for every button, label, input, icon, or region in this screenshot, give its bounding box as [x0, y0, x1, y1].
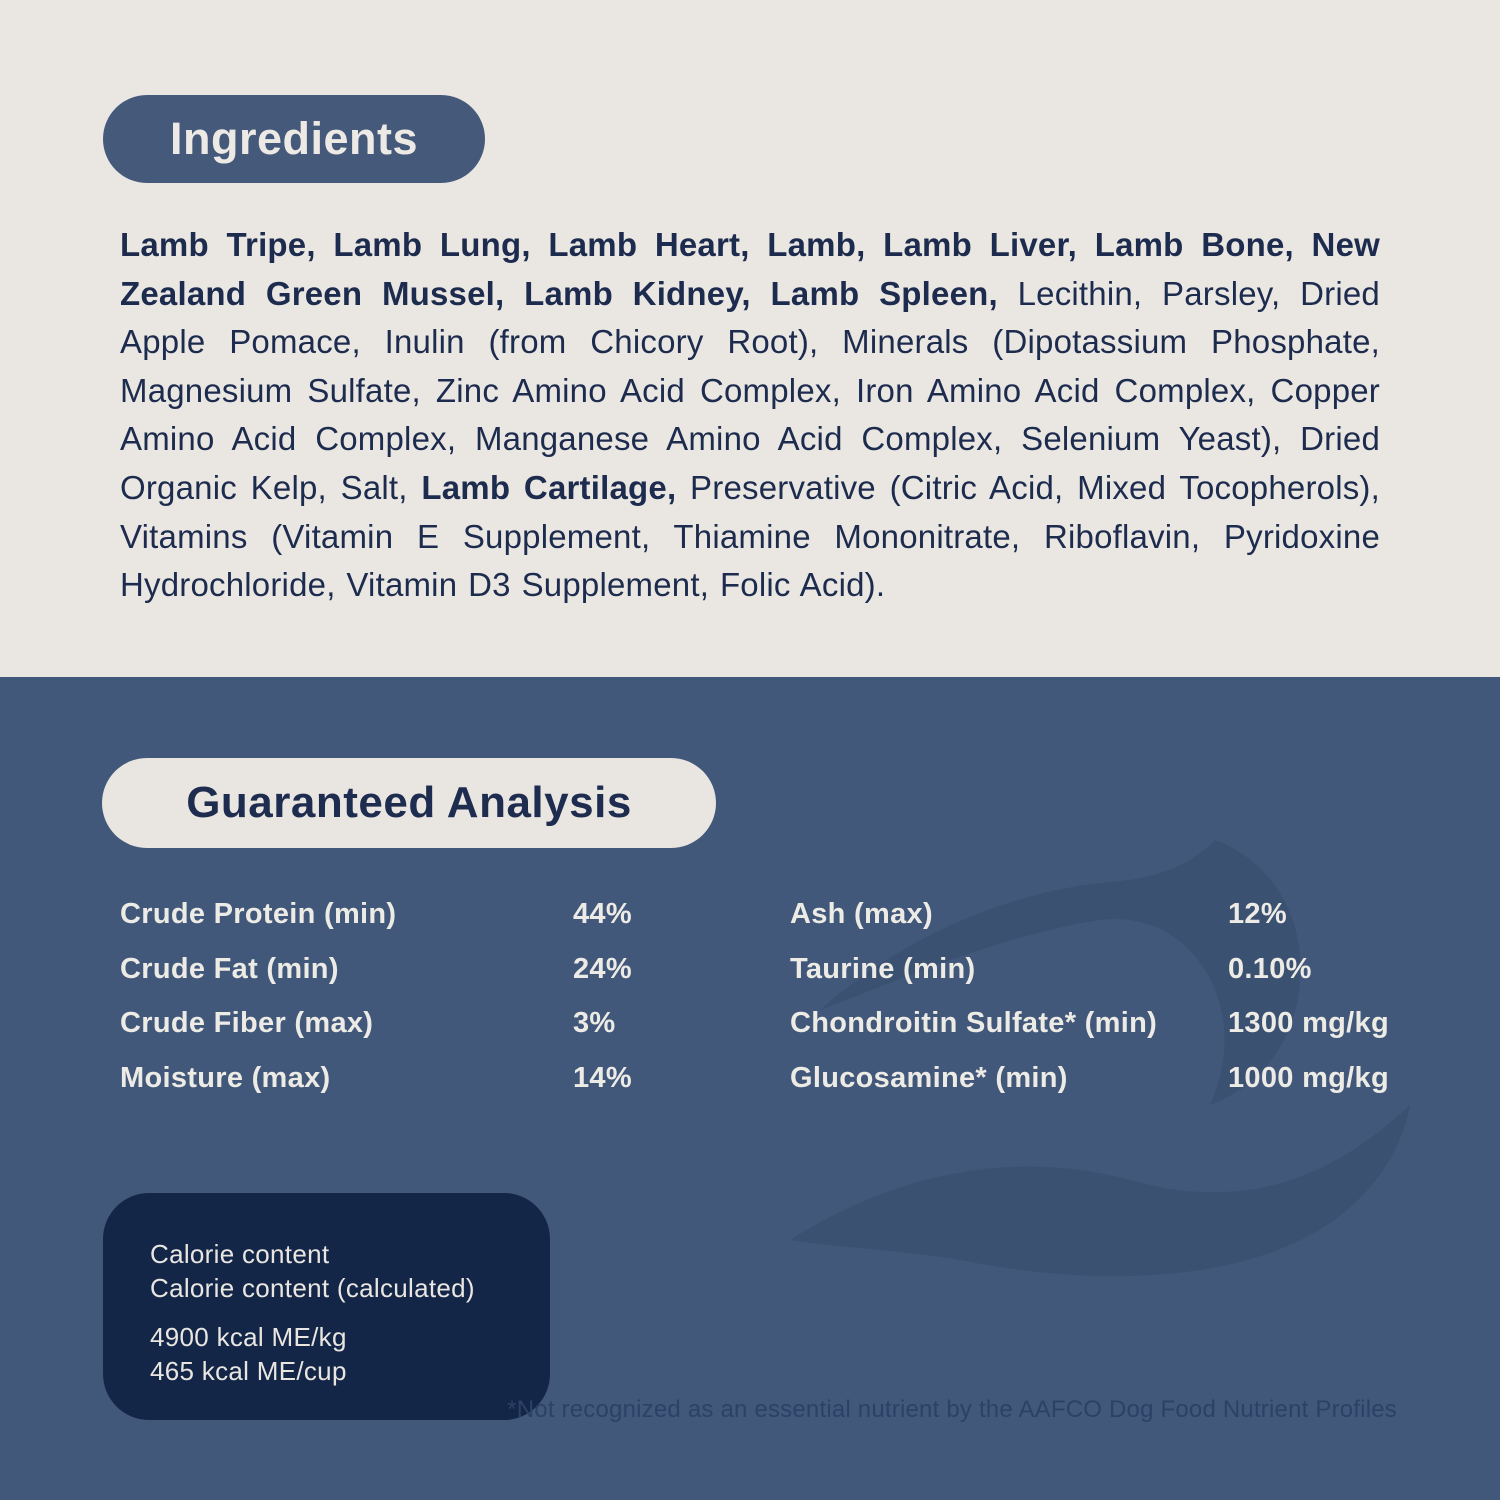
guaranteed-analysis-title: Guaranteed Analysis	[186, 778, 632, 827]
ingredients-regular-1: Lecithin, Parsley, Dried Apple Pomace, Inulin (from Chicory Root), Minerals (Dipotassium Phosphate, Magnesium Sulfate, Zinc Amino Acid Complex, Iron Amino Acid Complex, Copper Amino Acid Complex, Manganese Amino Acid Complex, Selenium Yeast), Dried Organic Kelp, Salt,	[120, 274, 1380, 506]
table-row	[0, 898, 1500, 934]
nutrient-value: 14%	[573, 1062, 632, 1094]
nutrient-label: Moisture (max)	[120, 1062, 331, 1094]
ingredients-bold-mid: Lamb Cartilage,	[421, 468, 677, 506]
nutrient-label: Crude Fat (min)	[120, 953, 339, 985]
guaranteed-analysis-title-pill	[102, 758, 716, 848]
ingredients-title: Ingredients	[169, 113, 419, 164]
spacer	[150, 1305, 520, 1320]
nutrient-label: Crude Protein (min)	[120, 898, 397, 930]
nutrient-value: 0.10%	[1228, 953, 1312, 985]
nutrient-label: Ash (max)	[790, 898, 933, 930]
table-row	[0, 953, 1500, 989]
calorie-content-subheading: Calorie content (calculated)	[150, 1273, 475, 1303]
ingredients-title-pill	[103, 95, 485, 183]
nutrient-value: 1000 mg/kg	[1228, 1062, 1389, 1094]
ingredients-regular-2: Preservative (Citric Acid, Mixed Tocopherols), Vitamins (Vitamin E Supplement, Thiamine Mononitrate, Riboflavin, Pyridoxine Hydrochloride, Vitamin D3 Supplement, Folic Acid).	[120, 468, 1380, 604]
nutrient-value: 12%	[1228, 898, 1287, 930]
table-row	[0, 1062, 1500, 1098]
ingredients-bold-lead: Lamb Tripe, Lamb Lung, Lamb Heart, Lamb, Lamb Liver, Lamb Bone, New Zealand Green Mussel, Lamb Kidney, Lamb Spleen,	[120, 226, 1380, 312]
ingredients-paragraph	[120, 221, 1380, 610]
nutrient-label: Taurine (min)	[790, 953, 976, 985]
ingredients-section	[0, 0, 1500, 677]
nutrient-value: 44%	[573, 898, 632, 930]
nutrient-label: Crude Fiber (max)	[120, 1007, 374, 1039]
nutrient-value: 3%	[573, 1007, 616, 1039]
calorie-value-kg: 4900 kcal ME/kg	[150, 1322, 347, 1352]
nutrient-value: 1300 mg/kg	[1228, 1007, 1389, 1039]
nutrient-label: Chondroitin Sulfate* (min)	[790, 1007, 1158, 1039]
calorie-content-card	[103, 1193, 550, 1420]
calorie-content-heading: Calorie content	[150, 1239, 330, 1269]
table-row	[0, 1007, 1500, 1043]
calorie-value-cup: 465 kcal ME/cup	[150, 1356, 347, 1386]
nutrient-value: 24%	[573, 953, 632, 985]
aafco-footnote: *Not recognized as an essential nutrient by the AAFCO Dog Food Nutrient Profiles	[507, 1396, 1397, 1423]
nutrient-label: Glucosamine* (min)	[790, 1062, 1068, 1094]
